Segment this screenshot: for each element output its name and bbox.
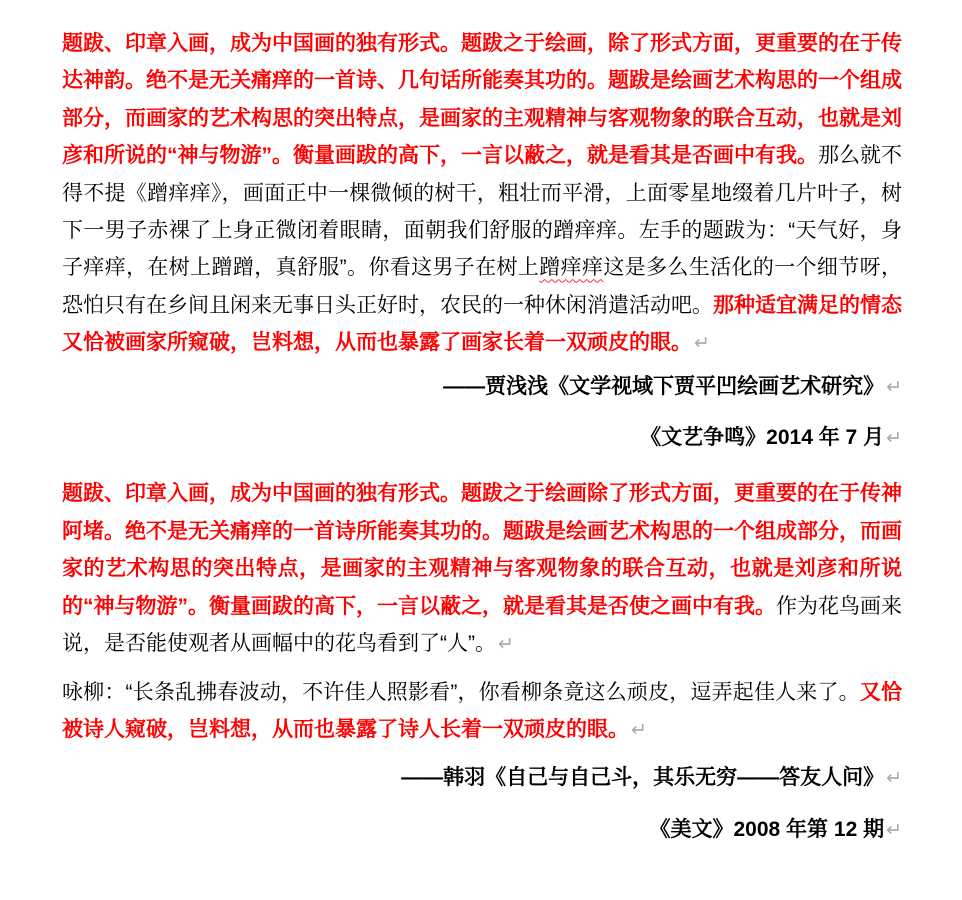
paragraph-1-red-tail: 那种适宜满足的情态又恰被画家所窥破，岂料想，从而也暴露了画家长着一双顽皮的眼。 xyxy=(62,293,902,355)
paragraph-mark-icon: ↵ xyxy=(886,376,902,398)
paragraph-1-red-lead: 题跋、印章入画，成为中国画的独有形式。题跋之于绘画，除了形式方面，更重要的在于传达神韵。绝不是无关痛痒的一首诗、几句话所能奏其功的。题跋是绘画艺术构思的一个组成部分，而画家的艺术构思的突出特点，是画家的主观精神与客观物象的联合互动，也就是刘彦和所说的“神与物游”。衡量画跋的高下，一言以蔽之，就是看其是否画中有我。 xyxy=(62,32,902,168)
citation-1-source-text: 《文艺争鸣》2014 年 7 月 xyxy=(640,426,885,450)
paragraph-mark-icon: ↵ xyxy=(886,428,902,450)
citation-2-source-line xyxy=(62,811,902,849)
citation-2-author-line xyxy=(62,759,902,797)
paragraph-2-red-lead: 题跋、印章入画，成为中国画的独有形式。题跋之于绘画除了形式方面，更重要的在于传神阿堵。绝不是无关痛痒的一首诗所能奏其功的。题跋是绘画艺术构思的一个组成部分，而画家的艺术构思的突出特点，是画家的主观精神与客观物象的联合互动，也就是刘彦和所说的“神与物游”。衡量画跋的高下，一言以蔽之，就是看其是否使之画中有我。 xyxy=(62,482,902,618)
citation-2-author-text: ——韩羽《自己与自己斗，其乐无穷——答友人问》 xyxy=(401,766,885,790)
paragraph-3-black-lead: 咏柳：“长条乱拂春波动，不许佳人照影看”，你看柳条竟这么顽皮，逗弄起佳人来了。 xyxy=(62,680,860,704)
paragraph-1 xyxy=(62,25,902,363)
paragraph-mark-icon: ↵ xyxy=(886,768,902,790)
citation-2-source-text: 《美文》2008 年第 12 期 xyxy=(649,817,885,841)
paragraph-3-red-tail: 又恰被诗人窥破，岂料想，从而也暴露了诗人长着一双顽皮的眼。 xyxy=(62,680,903,741)
paragraph-2 xyxy=(62,475,902,663)
citation-1-author-text: ——贾浅浅《文学视域下贾平凹绘画艺术研究》 xyxy=(443,374,885,398)
citation-1-source-line xyxy=(62,419,902,457)
paragraph-2-black-tail: 作为花鸟画来说，是否能使观者从画幅中的花鸟看到了“人”。 xyxy=(62,594,902,656)
document-page xyxy=(62,25,902,849)
paragraph-1-black-body-2: 这是多么生活化的一个细节呀，恐怕只有在乡间且闲来无事日头正好时，农民的一种休闲消遣活动吧。 xyxy=(62,256,902,317)
citation-1-author-line xyxy=(62,368,902,406)
paragraph-1-black-body: 那么就不得不提《蹭痒痒》，画面正中一棵微倾的树干，粗壮而平滑，上面零星地缀着几片叶子，树下一男子赤裸了上身正微闭着眼睛，面朝我们舒服的蹭痒痒。左手的题跋为：“天气好，身子痒痒，在树上蹭蹭，真舒服”。你看这男子在树上 xyxy=(62,144,902,280)
paragraph-1-spellcheck-word: 蹭痒痒 xyxy=(539,256,604,280)
paragraph-mark-icon: ↵ xyxy=(498,634,514,656)
paragraph-3 xyxy=(62,674,902,750)
paragraph-mark-icon: ↵ xyxy=(694,333,710,355)
paragraph-mark-icon: ↵ xyxy=(886,819,902,841)
paragraph-mark-icon: ↵ xyxy=(631,719,647,741)
